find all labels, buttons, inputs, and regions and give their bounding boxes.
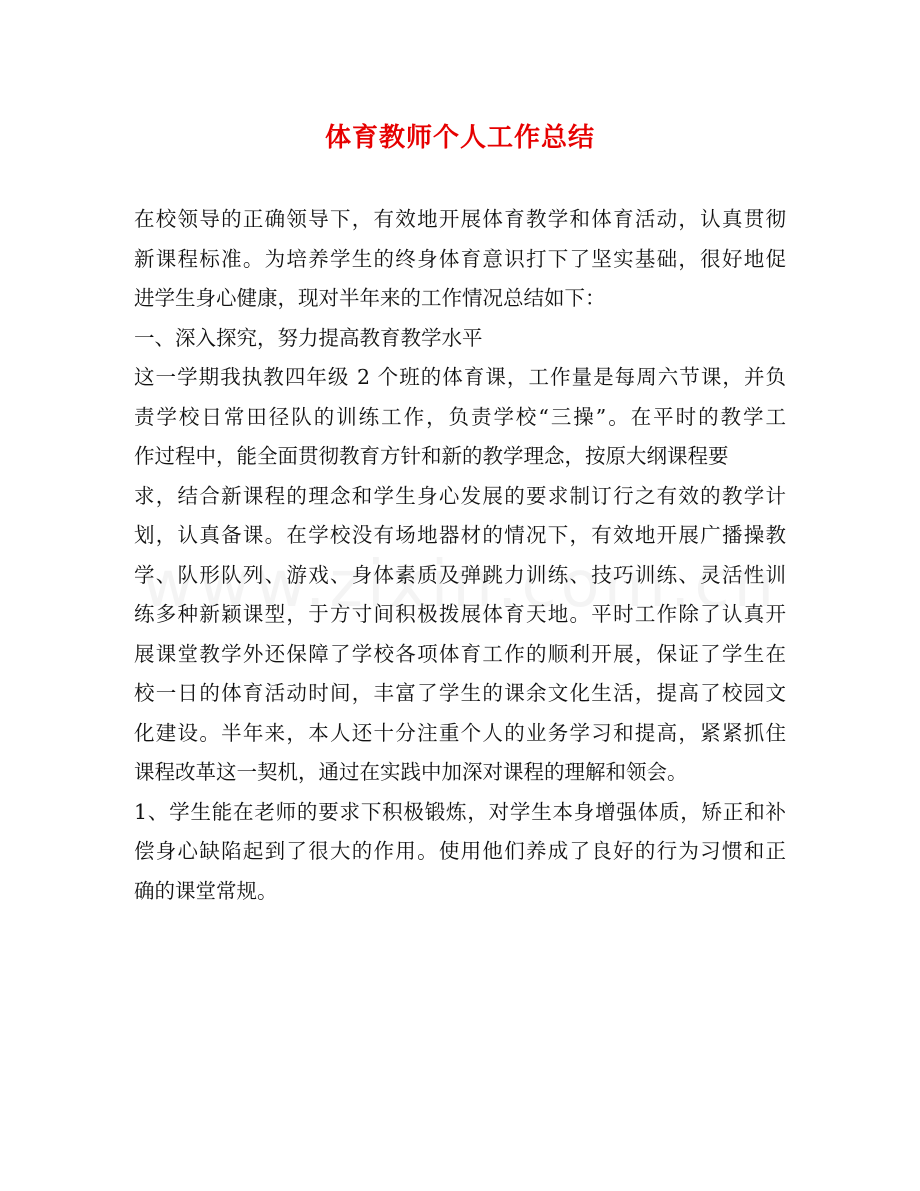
- body-line: 这一学期我执教四年级 2 个班的体育课，工作量是每周六节课，并负: [134, 365, 786, 389]
- body-line: 新课程标准。为培养学生的终身体育意识打下了坚实基础，很好地促: [134, 246, 786, 271]
- list-item-line: 1、学生能在老师的要求下积极锻炼，对学生本身增强体质，矫正和补: [134, 799, 786, 824]
- body-line: 化建设。半年来，本人还十分注重个人的业务学习和提高，紧紧抓住: [134, 720, 786, 745]
- body-line: 作过程中，能全面贯彻教育方针和新的教学理念，按原大纲课程要: [134, 444, 729, 468]
- document-title: 体育教师个人工作总结: [324, 123, 595, 153]
- body-line: 课程改革这一契机，通过在实践中加深对课程的理解和领会。: [134, 760, 688, 784]
- body-line: 学、队形队列、游戏、身体素质及弹跳力训练、技巧训练、灵活性训: [134, 562, 786, 587]
- section-heading: 一、深入探究，努力提高教育教学水平: [134, 325, 483, 350]
- document-body: [134, 200, 786, 911]
- body-line: 展课堂教学外还保障了学校各项体育工作的顺利开展，保证了学生在: [134, 641, 786, 666]
- list-item-line: 偿身心缺陷起到了很大的作用。使用他们养成了良好的行为习惯和正: [134, 839, 786, 863]
- body-line: 校一日的体育活动时间，丰富了学生的课余文化生活，提高了校园文: [134, 681, 786, 705]
- body-line: 在校领导的正确领导下，有效地开展体育教学和体育活动，认真贯彻: [134, 207, 786, 231]
- list-item-line: 确的课堂常规。: [134, 878, 278, 903]
- body-line: 练多种新颖课型，于方寸间积极拨展体育天地。平时工作除了认真开: [134, 602, 786, 626]
- body-line: 划，认真备课。在学校没有场地器材的情况下，有效地开展广播操教: [134, 523, 786, 547]
- body-line: 进学生身心健康，现对半年来的工作情况总结如下：: [134, 286, 606, 310]
- body-line: 求，结合新课程的理念和学生身心发展的要求制订行之有效的教学计: [134, 483, 786, 508]
- body-line: 责学校日常田径队的训练工作，负责学校“三操”。在平时的教学工: [134, 404, 786, 429]
